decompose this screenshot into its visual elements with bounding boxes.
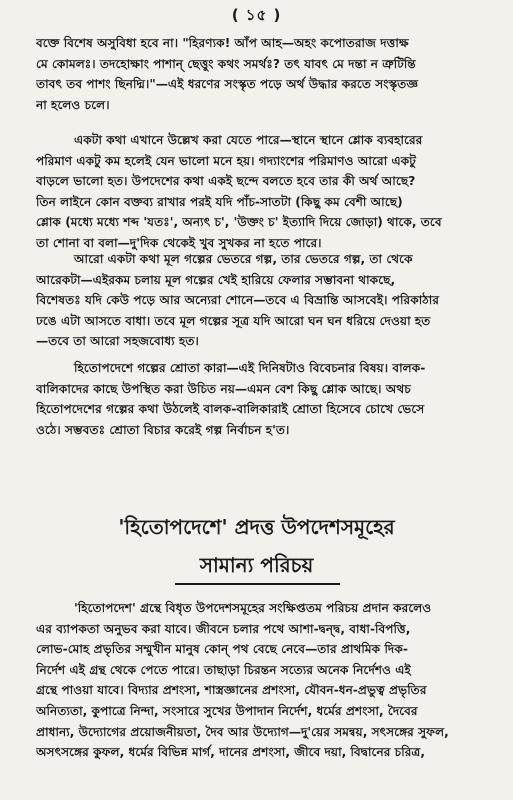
text-line: প্রাধান্য, উদ্যোগের প্রয়োজনীয়তা, দৈব আর উদ্যোগ—দু'য়ের সমন্বয়, সৎসঙ্গের সুফল,: [36, 724, 449, 739]
text-line: না হলেও চলে।: [36, 97, 110, 112]
text-line: এর ব্যাপকতা অনুভব করা যাবে। জীবনে চলার পথে আশা-দ্বন্দ্ব, বাধা-বিপত্তি,: [36, 621, 411, 636]
text-line: বালিকাদের কাছে উপস্থিত করা উচিত নয়—এমন বেশ কিছু শ্লোক আছে। অথচ: [36, 381, 411, 396]
section-heading-line2: সামান্য পরিচয়: [199, 553, 314, 577]
text-line: ওঠে। সম্ভবতঃ শ্রোতা বিচার করেই গল্প নির্বাচন হ'ত।: [36, 422, 290, 437]
section-heading-line1: 'হিতোপদেশে' প্রদত্ত উপদেশসমূহের: [118, 515, 395, 539]
text-line: ঢঙে এটা আসতে বাধা। তবে মূল গল্পের সূত্র যদি আরো ঘন ঘন ধরিয়ে দেওয়া হত: [36, 313, 431, 328]
text-line: আরেকটা—এইরকম চলায় মূল গল্পের খেই হারিয়ে ফেলার সম্ভাবনা থাকছে,: [36, 272, 396, 287]
text-line: হিতোপদেশে গল্পের শ্রোতা কারা—এই দিনিষটাও বিবেচনার বিষয়। বালক-: [74, 361, 426, 375]
text-line: অনিত্যতা, কুপাত্রে নিন্দা, সংসারে সুখের উপাদান নির্দেশ, ধর্মের প্রশংসা, দৈবের: [36, 703, 418, 718]
paragraph-section-intro: [36, 598, 488, 763]
text-line: তাবৎ তব পাশং ছিনদ্মি।"—এই ধরণের সংস্কৃত পড়ে অর্থ উদ্ধার করতে সংস্কৃতজ্ঞ: [36, 77, 419, 92]
text-line: গ্রন্থে পাওয়া যাবে। বিদ্যার প্রশংসা, শাস্ত্রজ্ঞানের প্রশংসা, যৌবন-ধন-প্রভুত্ব প্রভৃতির: [36, 683, 427, 698]
text-line: অসৎসঙ্গের কুফল, ধর্মের বিভিন্ন মার্গ, দানের প্রশংসা, জীবে দয়া, বিদ্বানের চরিত্র,: [36, 745, 426, 760]
page-number: ( ১৫ ): [231, 6, 282, 24]
text-line: বক্তে বিশেষ অসুবিধা হবে না। "হিরণ্যক! আঁপ আহ—অহং কপোতরাজ দত্তাক্ষ: [36, 36, 409, 50]
paragraph-sanskrit-example: [36, 33, 488, 115]
paragraph-shloka-usage: [36, 130, 488, 254]
text-line: একটা কথা এখানে উল্লেখ করা যেতে পারে—স্থানে স্থানে শ্লোক ব্যবহারের: [74, 133, 423, 147]
text-line: তা শোনা বা বলা—দু'দিক থেকেই খুব সুখকর না হতে পারে।: [36, 235, 322, 250]
text-line: নির্দেশ এই গ্রন্থ থেকে পেতে পারে। তাছাড়া চিরন্তন সত্যের অনেক নির্দেশও এই: [36, 662, 411, 677]
text-line: পরিমাণ একটু কম হলেই যেন ভালো মনে হয়। গদ্যাংশের পরিমাণও আরো একটু: [36, 153, 416, 168]
text-line: হিতোপদেশের গল্পের কথা উঠলেই বালক-বালিকারাই শ্রোতা হিসেবে চোখে ভেসে: [36, 402, 425, 417]
text-line: বিশেষতঃ যদি কেউ পড়ে আর অন্যেরা শোনে—তবে এ বিভ্রান্তি আসবেই। পরিকাঠার: [36, 293, 440, 308]
text-line: মে কোমলঃ। তদহোক্ষাং পাশান্ ছেত্তুং কথং সমর্থঃ? তৎ যাবৎ মে দন্তা ন ত্রুটিন্তি: [36, 56, 416, 71]
heading-underline: [175, 583, 340, 585]
text-line: আরো একটা কথা মূল গল্পের ভেতরে গল্প, তার ভেতরে গল্প, তা থেকে: [74, 252, 413, 266]
text-line: বাড়লে ভালো হত। উপদেশের কথা একই ছন্দে বলতে হবে তার কী অর্থ আছে?: [36, 174, 416, 189]
paragraph-audience: [36, 358, 488, 440]
paragraph-nested-stories: [36, 249, 488, 352]
text-line: লোভ-মোহ প্রভৃতির সম্মুখীন মানুষ কোন্ পথ বেছে নেবে—তার প্রাথমিক দিক-: [36, 642, 408, 657]
text-line: 'হিতোপদেশ' গ্রন্থে বিধৃত উপদেশসমূহের সংক্ষিপ্ততম পরিচয় প্রদান করলেও: [74, 601, 432, 615]
text-line: তিন লাইনে কোন বক্তব্য রাখার পরই যদি পাঁচ-সাতটা (কিছু কম বেশী আছে): [36, 194, 403, 209]
text-line: শ্লোক (মধ্যে মধ্যে শব্দ 'যতঃ', অন্যৎ চ', 'উক্তং চ' ইত্যাদি দিয়ে জোড়া) থাকে, তবে: [36, 215, 442, 230]
text-line: —তবে তা আরো সহজবোধ্য হত।: [36, 334, 199, 349]
